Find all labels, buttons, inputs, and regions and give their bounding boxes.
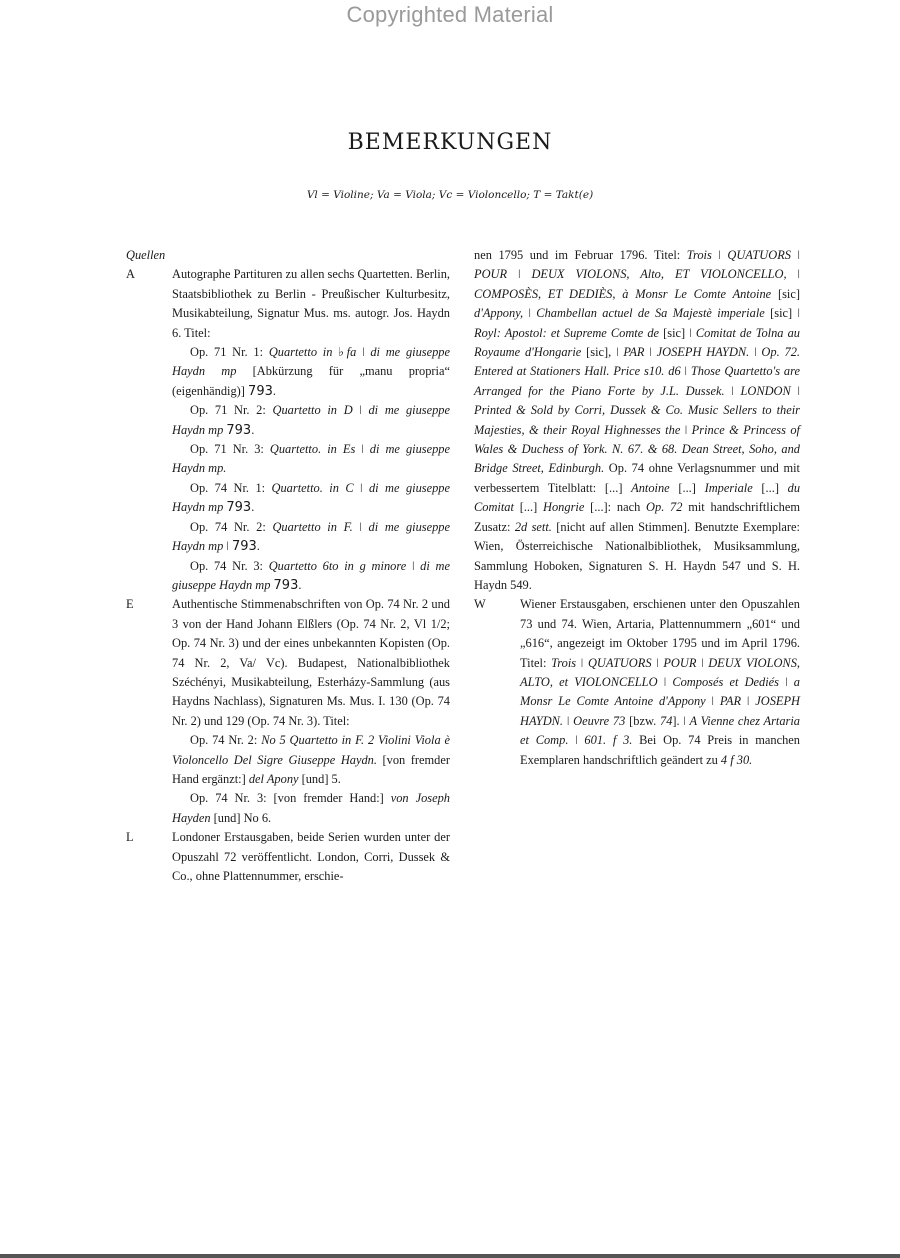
abbreviations-line: Vl = Violine; Va = Viola; Vc = Violoncello; T = Takt(e) [306, 189, 594, 201]
text: [bzw. [625, 713, 660, 728]
op-label: Op. 74 Nr. 3: [von fremder Hand:] [190, 791, 391, 806]
text: [...] [513, 500, 544, 515]
source-body [520, 595, 800, 770]
op-tail: [und] No 6. [210, 810, 272, 825]
page-heading: BEMERKUNGEN [347, 130, 553, 155]
op-date: 793 [231, 539, 257, 555]
left-column [126, 246, 450, 886]
op-label: Op. 74 Nr. 1: [190, 480, 272, 495]
source-entry-W [474, 595, 800, 770]
source-L-continued [474, 246, 800, 595]
title-part: Hongrie [543, 500, 585, 515]
source-siglum: E [126, 597, 134, 612]
title-part: Trois ǀ QUATUORS ǀ POUR ǀ DEUX VIOLONS, ALTO, et VIOLONCELLO ǀ Composés et Dediés ǀ a Monsr Le Comte Antoine d'Appony ǀ PAR ǀ JOSEPH HAYDN. ǀ Oeuvre 73 [520, 655, 800, 728]
op-title: Quartetto 6to in g minore ǀ di me giuseppe Haydn mp [172, 558, 450, 592]
title-part: Trois ǀ QUATUORS ǀ POUR ǀ DEUX VIOLONS, Alto, ET VIOLONCELLO, ǀ COMPOSÈS, ET DEDIÈS, à Monsr Le Comte Antoine [474, 248, 800, 301]
text: [sic] [659, 325, 690, 340]
source-body [172, 265, 450, 595]
text: ]. [672, 713, 684, 728]
title-part: ǀ Royl: Apostol: et Supreme Comte de [474, 306, 800, 340]
source-siglum: L [126, 830, 134, 845]
title-part: Antoine [631, 480, 670, 495]
op-note: [Abkürzung für „manu propria“ (eigenhändig)] [172, 364, 450, 398]
title-part: du Comitat [474, 480, 801, 515]
text: [sic] [771, 286, 800, 301]
title-op71-3 [172, 440, 450, 479]
op-title: No 5 Quartetto in F. 2 Violini Viola è Violoncello Del Sigre Giuseppe Haydn. [172, 733, 450, 767]
text: nen 1795 und im Februar 1796. Titel: [474, 248, 687, 262]
title-part: 4 f 30. [720, 752, 753, 767]
op-date: 793 [248, 383, 273, 399]
op-title: Quartetto. in C ǀ di me giuseppe Haydn mp [172, 480, 450, 515]
op-date: 793 [226, 422, 252, 438]
title-op74-2: Op. 74 Nr. 2: Quartetto in F. ǀ di me giuseppe Haydn mp ǀ 793. [172, 519, 450, 555]
title-op74-3: Op. 74 Nr. 3: Quartetto 6to in g minore ǀ di me giuseppe Haydn mp 793. [172, 558, 450, 593]
text: mit handschriftlichem Zusatz: [474, 500, 800, 534]
op-title: Quartetto in D ǀ di me giuseppe Haydn mp [172, 403, 450, 437]
source-siglum: W [474, 597, 486, 612]
title-part: 2d sett. [514, 519, 552, 534]
op-label: Op. 71 Nr. 3: [190, 442, 270, 457]
title-part: ǀ A Vienne chez Artaria et Comp. ǀ 601. f 3. [520, 713, 800, 748]
op-title: Quartetto. in Es ǀ di me giuseppe Haydn mp. [172, 442, 450, 476]
title-part: Imperiale [704, 480, 753, 495]
source-body [172, 595, 450, 828]
source-siglum: A [126, 267, 135, 282]
text: Op. 74 ohne Verlagsnummer und mit verbessertem Titelblatt: [...] [474, 461, 800, 495]
op-title: von Joseph Hayden [172, 791, 450, 825]
source-entry-A [126, 265, 450, 595]
watermark: Copyrighted Material [346, 2, 554, 27]
section-title: Quellen [126, 248, 166, 262]
title-op74-1: Op. 74 Nr. 1: Quartetto. in C ǀ di me giuseppe Haydn mp 793. [172, 480, 450, 516]
text: [nicht auf allen Stimmen]. Benutzte Exemplare: Wien, Österreichische Nationalbibliothek, Musiksammlung, Sammlung Hoboken, Signaturen S. H. Haydn 547 und S. H. Haydn 549. [474, 519, 800, 592]
op-label: Op. 71 Nr. 1: [190, 345, 269, 360]
op-title: Quartetto in ♭fa ǀ di me giuseppe Haydn mp [172, 345, 450, 379]
title-part: ǀ PAR ǀ JOSEPH HAYDN. ǀ Op. 72. Entered at Stationers Hall. Price s10. d6 ǀ Those Quartetto's are Arranged for the Piano Forte by J.L. Dussek. ǀ LONDON ǀ Printed & Sold by Corri, Dussek & Co. Music Sellers to their Majesties, & their Royal Highnesses the ǀ Prince & Princess of Wales & Duchess of York. N. 67. & 68. Dean Street, Soho, and Bridge Street, Edinburgh. [474, 345, 800, 476]
op-extra: del Apony [248, 771, 299, 786]
text: [sic], [581, 345, 617, 360]
title-op74-3 [172, 789, 450, 828]
text: [...]: nach [584, 500, 647, 515]
source-intro: Londoner Erstausgaben, beide Serien wurden unter der Opuszahl 72 veröffentlicht. London, Corri, Dussek & Co., ohne Plattennummer, erschie- [172, 830, 450, 883]
title-part: ǀ Comitat de Tolna au Royaume d'Hongarie [474, 325, 801, 360]
title-op74-2 [172, 731, 450, 789]
op-date: 793 [226, 500, 252, 516]
source-intro: Authentische Stimmenabschriften von Op. 74 Nr. 2 und 3 von der Hand Johann Elßlers (Op. 74 Nr. 2, Vl 1/2; Op. 74 Nr. 3) und der eines unbekannten Kopisten (Op. 74 Nr. 2, Va/ Vc). Budapest, Nationalbibliothek Széchényi, Musikabteilung, Esterházy-Sammlung (aus Haydns Nachlass), Signaturen Ms. Mus. I. 130 (Op. 74 Nr. 2) und 129 (Op. 74 Nr. 3). Titel: [172, 597, 450, 728]
source-entry-L [126, 828, 450, 886]
op-label: Op. 74 Nr. 2: [190, 733, 262, 748]
source-intro: Autographe Partituren zu allen sechs Quartetten. Berlin, Staatsbibliothek zu Berlin - Preußischer Kulturbesitz, Musikabteilung, Signatur Mus. ms. autogr. Jos. Haydn 6. Titel: [172, 267, 451, 340]
source-intro [520, 595, 800, 770]
op-label: Op. 74 Nr. 3: [190, 558, 269, 573]
text: [sic] [764, 306, 798, 321]
title-part: Op. 72 [646, 500, 683, 515]
title-op71-1: Op. 71 Nr. 1: Quartetto in ♭fa ǀ di me giuseppe Haydn mp [Abkürzung für „manu propria“ (eigenhändig)] 793. [172, 345, 450, 399]
text: Bei Op. 74 Preis in manchen Exemplaren handschriftlich geändert zu [520, 733, 800, 767]
page-bottom-edge [0, 1254, 900, 1258]
op-label: Op. 71 Nr. 2: [190, 403, 273, 418]
op-tail: [und] 5. [298, 771, 341, 786]
op-date: 793 [273, 577, 299, 593]
title-op71-2: Op. 71 Nr. 2: Quartetto in D ǀ di me giuseppe Haydn mp 793. [172, 403, 450, 438]
title-part: d'Appony, ǀ Chambellan actuel de Sa Majestè imperiale [474, 306, 765, 321]
right-column [474, 246, 800, 770]
text: [...] [669, 480, 705, 495]
op-note: [von fremder Hand ergänzt:] [172, 752, 450, 786]
text: [...] [752, 480, 788, 495]
source-entry-E [126, 595, 450, 828]
text: Wiener Erstausgaben, erschienen unter den Opuszahlen 73 und 74. Wien, Artaria, Plattennummern „601“ und „616“, angezeigt im Oktober 1795 und im April 1796. Titel: [520, 597, 800, 670]
op-title: Quartetto in F. ǀ di me giuseppe Haydn mp ǀ [172, 519, 450, 554]
title-part: 74 [660, 713, 673, 728]
op-label: Op. 74 Nr. 2: [190, 519, 273, 534]
source-body [172, 828, 450, 886]
